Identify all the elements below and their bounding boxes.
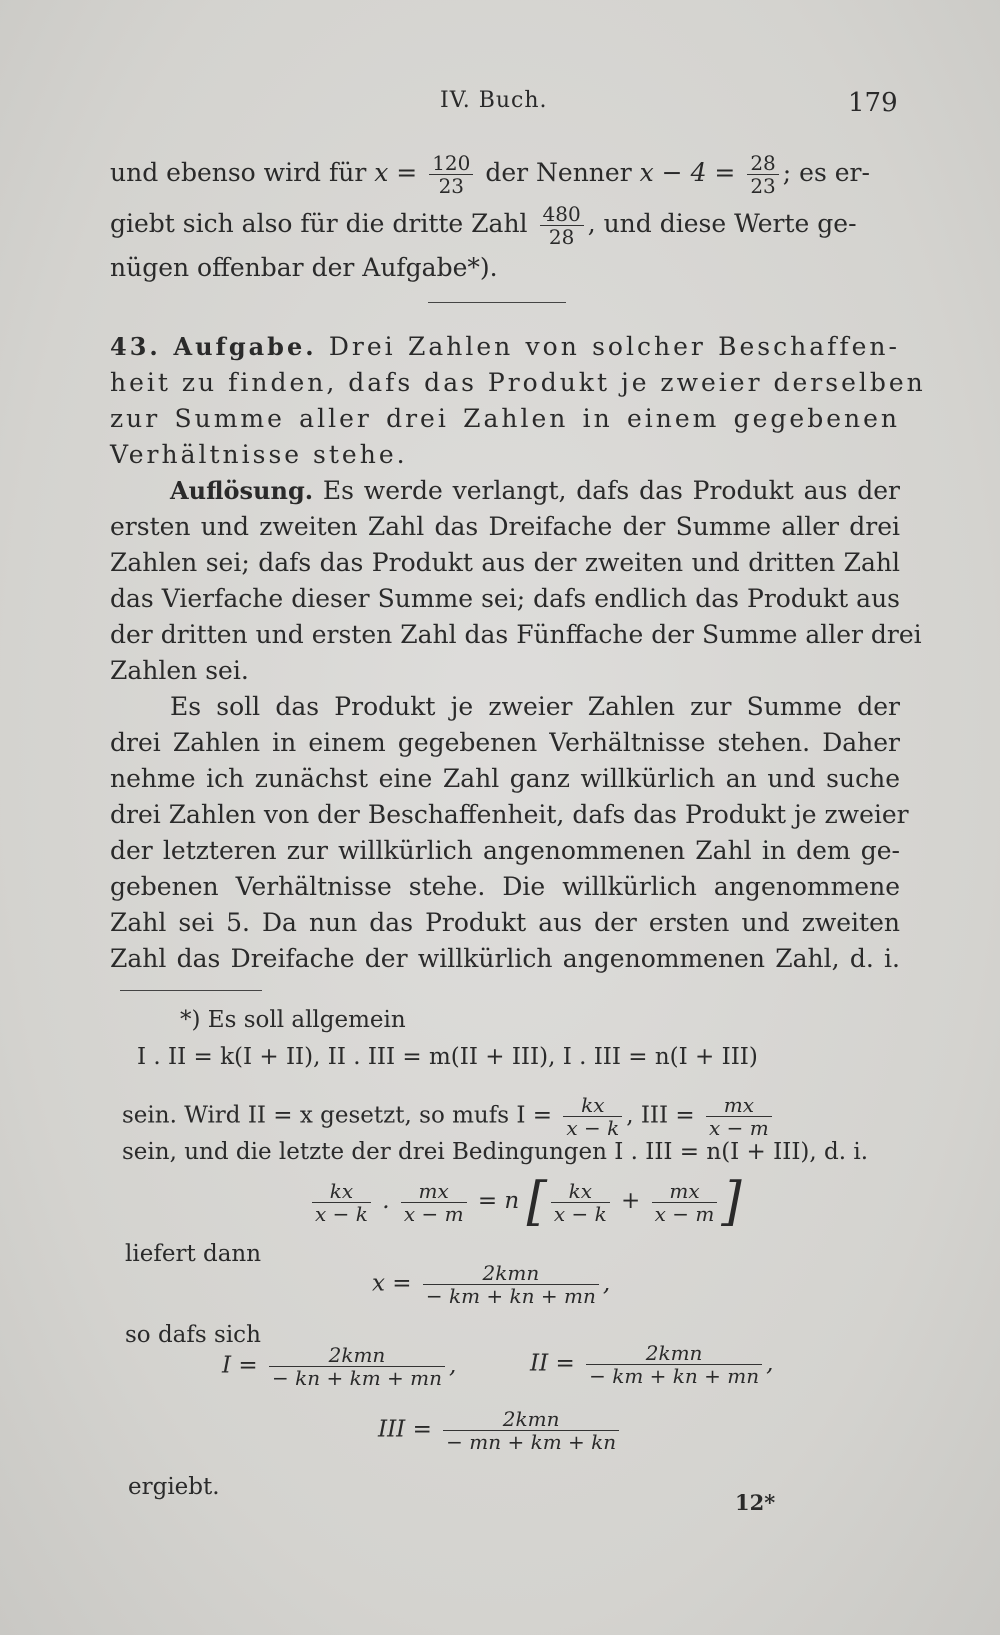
- section-rule: [428, 302, 566, 303]
- text-span: Es werde verlangt, dafs das Produkt aus der: [322, 476, 900, 505]
- problem-line: zur Summe aller drei Zahlen in einem gegebenen: [110, 404, 900, 433]
- equation-III: [378, 1408, 623, 1453]
- right-bracket: ]: [721, 1172, 742, 1232]
- footnote-line: ergiebt.: [128, 1474, 220, 1500]
- solution-label: Auflösung.: [170, 476, 314, 505]
- text-span: sein. Wird II = x gesetzt, so mufs I =: [122, 1102, 553, 1129]
- problem-line: [110, 330, 900, 364]
- footnote-line: so dafs sich: [125, 1322, 261, 1348]
- fraction-mx-over-x-minus-m: $\frac{mx}{x - m}$: [706, 1094, 772, 1139]
- math-op: ,: [602, 1270, 611, 1297]
- solution-line: Zahl sei 5. Da nun das Produkt aus der ersten und zweiten: [110, 908, 900, 937]
- text-span: ; es er-: [782, 158, 870, 187]
- left-bracket: [: [526, 1172, 547, 1232]
- solution-line: das Vierfache dieser Summe sei; dafs endlich das Produkt aus: [110, 584, 900, 613]
- fraction: $\frac{kx}{x - k}$: [551, 1180, 610, 1225]
- fraction-28-23: $\frac{28}{23}$: [747, 152, 778, 197]
- fraction-120-23: $\frac{120}{23}$: [429, 152, 473, 197]
- text-span: der Nenner: [485, 158, 632, 187]
- problem-number: 43. Aufgabe.: [110, 332, 317, 361]
- solution-line: [170, 474, 900, 508]
- fraction: $\frac{\text{2kmn}}{- km + kn + mn}$: [586, 1342, 762, 1387]
- text-span: und ebenso wird für: [110, 158, 367, 187]
- math-op: ,: [766, 1350, 774, 1377]
- equation-I: [222, 1344, 456, 1389]
- solution-line: ersten und zweiten Zahl das Dreifache der Summe aller drei: [110, 512, 900, 541]
- fraction: $\frac{\text{2kmn}}{- kn + km + mn}$: [269, 1344, 445, 1389]
- problem-line: Verhältnisse stehe.: [110, 440, 408, 469]
- text-line: [110, 203, 900, 248]
- equation-x: [372, 1262, 610, 1307]
- page-number: 179: [848, 88, 898, 118]
- fraction: $\frac{mx}{x - m}$: [401, 1180, 467, 1225]
- math-lhs: II =: [530, 1350, 575, 1377]
- fraction: $\frac{mx}{x - m}$: [652, 1180, 718, 1225]
- math-op: ,: [448, 1352, 457, 1379]
- solution-line: drei Zahlen von der Beschaffenheit, dafs das Produkt je zweier: [110, 800, 909, 829]
- text-span: , III =: [626, 1102, 695, 1129]
- footnote-line: I . II = k(I + II), II . III = m(II + III), I . III = n(I + III): [137, 1044, 758, 1070]
- math-op: +: [621, 1188, 641, 1214]
- solution-line: Zahlen sei; dafs das Produkt aus der zweiten und dritten Zahl: [110, 548, 900, 577]
- footnote-rule: [120, 990, 262, 991]
- problem-line: heit zu finden, dafs das Produkt je zweier derselben: [110, 368, 926, 397]
- signature-mark: 12*: [735, 1490, 776, 1515]
- math-op: = n: [477, 1188, 520, 1214]
- math-lhs: x =: [372, 1270, 412, 1297]
- footnote-line: *) Es soll allgemein: [180, 1007, 406, 1033]
- math-lhs: III =: [378, 1416, 432, 1443]
- solution-line: Zahlen sei.: [110, 656, 249, 685]
- footnote-line: [122, 1094, 902, 1139]
- math-var: x: [374, 158, 389, 187]
- text-line: nügen offenbar der Aufgabe*).: [110, 253, 498, 282]
- solution-line: der letzteren zur willkürlich angenommenen Zahl in dem ge-: [110, 836, 900, 865]
- equation-product: [308, 1172, 742, 1232]
- math-expr: x − 4 =: [639, 158, 736, 187]
- fraction: $\frac{kx}{x - k}$: [312, 1180, 371, 1225]
- solution-line: gebenen Verhältnisse stehe. Die willkürlich angenommene: [110, 872, 900, 901]
- text-span: Drei Zahlen von solcher Beschaffen-: [328, 332, 900, 361]
- fraction: $\frac{\text{2kmn}}{- mn + km + kn}$: [443, 1408, 619, 1453]
- running-head: IV. Buch.: [440, 88, 548, 113]
- equation-II: [530, 1342, 773, 1387]
- solution-line: Es soll das Produkt je zweier Zahlen zur Summe der: [170, 692, 900, 721]
- math-op: .: [382, 1188, 390, 1214]
- fraction: $\frac{\text{2kmn}}{- km + kn + mn}$: [423, 1262, 599, 1307]
- footnote-line: sein, und die letzte der drei Bedingungen I . III = n(I + III), d. i.: [122, 1139, 869, 1165]
- text-line: [110, 152, 900, 197]
- solution-line: drei Zahlen in einem gegebenen Verhältnisse stehen. Daher: [110, 728, 900, 757]
- text-span: giebt sich also für die dritte Zahl: [110, 209, 528, 238]
- solution-line: der dritten und ersten Zahl das Fünffache der Summe aller drei: [110, 620, 922, 649]
- math-op: =: [396, 158, 418, 187]
- solution-line: Zahl das Dreifache der willkürlich angenommenen Zahl, d. i.: [110, 944, 900, 973]
- fraction-kx-over-x-minus-k: $\frac{kx}{x - k}$: [563, 1094, 622, 1139]
- text-span: , und diese Werte ge-: [587, 209, 857, 238]
- fraction-480-28: $\frac{480}{28}$: [540, 203, 584, 248]
- footnote-line: liefert dann: [125, 1241, 262, 1267]
- math-lhs: I =: [222, 1352, 258, 1379]
- solution-line: nehme ich zunächst eine Zahl ganz willkürlich an und suche: [110, 764, 900, 793]
